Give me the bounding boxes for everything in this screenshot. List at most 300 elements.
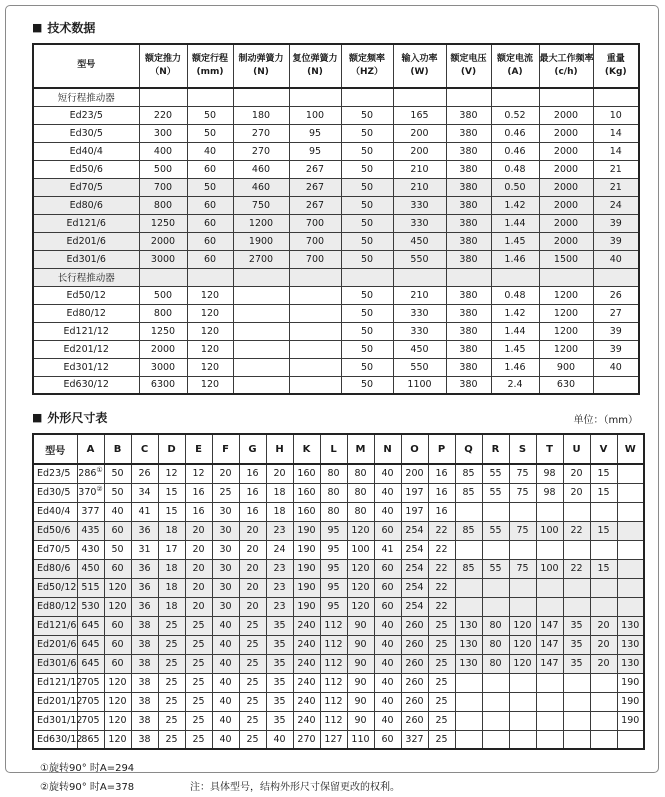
table-cell: 25 bbox=[185, 730, 212, 749]
table-cell: 25 bbox=[239, 711, 266, 730]
table-cell: 270 bbox=[293, 730, 320, 749]
table-cell bbox=[563, 540, 590, 559]
table-cell bbox=[536, 730, 563, 749]
table-cell: 30 bbox=[212, 502, 239, 521]
table-cell: 240 bbox=[293, 635, 320, 654]
table-cell: 120 bbox=[347, 559, 374, 578]
table-cell: 38 bbox=[131, 654, 158, 673]
table-cell: 25 bbox=[239, 673, 266, 692]
table-cell: 900 bbox=[539, 358, 593, 376]
model-cell: Ed40/4 bbox=[33, 502, 77, 521]
table-cell: 267 bbox=[289, 160, 341, 178]
table-cell: 40 bbox=[593, 250, 639, 268]
column-header: M bbox=[347, 434, 374, 464]
table-cell: 380 bbox=[446, 358, 491, 376]
model-cell: Ed301/6 bbox=[33, 250, 139, 268]
table-cell: 1250 bbox=[139, 214, 187, 232]
model-cell: Ed50/12 bbox=[33, 286, 139, 304]
table-cell: 26 bbox=[593, 286, 639, 304]
table-cell: 40 bbox=[593, 358, 639, 376]
table-cell: 260 bbox=[401, 654, 428, 673]
table-cell: 40 bbox=[212, 635, 239, 654]
table-cell: 60 bbox=[187, 160, 233, 178]
column-header: L bbox=[320, 434, 347, 464]
table-cell bbox=[393, 268, 446, 286]
column-header: B bbox=[104, 434, 131, 464]
table-cell: 17 bbox=[158, 540, 185, 559]
table-cell: 40 bbox=[374, 692, 401, 711]
table-cell: 370② bbox=[77, 483, 104, 502]
table-cell: 50 bbox=[341, 358, 393, 376]
table-cell: 25 bbox=[158, 673, 185, 692]
model-cell: Ed50/12 bbox=[33, 578, 77, 597]
table-cell: 1.44 bbox=[491, 214, 539, 232]
table-cell bbox=[455, 540, 482, 559]
table-row bbox=[33, 483, 644, 502]
footnote-2: ②旋转90° 时A=378 bbox=[40, 782, 135, 793]
section-row bbox=[33, 88, 639, 106]
table-cell: 40 bbox=[374, 635, 401, 654]
table-cell: 60 bbox=[187, 250, 233, 268]
table-cell: 240 bbox=[293, 673, 320, 692]
table-cell: 60 bbox=[104, 559, 131, 578]
table-cell: 0.48 bbox=[491, 286, 539, 304]
table-cell bbox=[187, 268, 233, 286]
table-cell: 35 bbox=[563, 654, 590, 673]
table-cell: 22 bbox=[428, 521, 455, 540]
table-cell: 34 bbox=[131, 483, 158, 502]
table-cell: 2000 bbox=[539, 214, 593, 232]
table-cell: 75 bbox=[509, 521, 536, 540]
table-row bbox=[33, 635, 644, 654]
table-cell: 39 bbox=[593, 322, 639, 340]
table-cell: 36 bbox=[131, 597, 158, 616]
table-cell: 210 bbox=[393, 160, 446, 178]
table-cell bbox=[289, 268, 341, 286]
table-cell bbox=[617, 540, 644, 559]
table-cell: 50 bbox=[104, 464, 131, 483]
table-cell: 120 bbox=[104, 692, 131, 711]
table-cell bbox=[289, 88, 341, 106]
table-cell: 40 bbox=[187, 142, 233, 160]
table-cell: 800 bbox=[139, 196, 187, 214]
footnote-line-2 bbox=[40, 778, 658, 797]
table-cell bbox=[617, 502, 644, 521]
table-cell: 3000 bbox=[139, 358, 187, 376]
table-cell: 20 bbox=[239, 559, 266, 578]
section-label: 短行程推动器 bbox=[33, 88, 139, 106]
table-row bbox=[33, 340, 639, 358]
table-cell: 120 bbox=[509, 654, 536, 673]
column-header: 额定电流 (A) bbox=[491, 44, 539, 88]
table-row bbox=[33, 196, 639, 214]
table-cell bbox=[289, 304, 341, 322]
table-cell: 1200 bbox=[539, 340, 593, 358]
table-cell: 380 bbox=[446, 304, 491, 322]
model-cell: Ed40/4 bbox=[33, 142, 139, 160]
table-cell: 36 bbox=[131, 521, 158, 540]
table-row bbox=[33, 597, 644, 616]
table-cell: 160 bbox=[293, 483, 320, 502]
table-cell: 30 bbox=[212, 578, 239, 597]
model-cell: Ed201/12 bbox=[33, 692, 77, 711]
table-cell: 80 bbox=[320, 502, 347, 521]
column-header: 型号 bbox=[33, 44, 139, 88]
table-cell: 110 bbox=[347, 730, 374, 749]
table-cell: 39 bbox=[593, 340, 639, 358]
table-cell bbox=[617, 483, 644, 502]
table-cell: 1.42 bbox=[491, 304, 539, 322]
table-cell: 30 bbox=[212, 597, 239, 616]
table-cell: 25 bbox=[158, 654, 185, 673]
table-cell: 50 bbox=[187, 124, 233, 142]
dimension-table bbox=[32, 433, 645, 750]
column-header: R bbox=[482, 434, 509, 464]
table-cell: 16 bbox=[239, 464, 266, 483]
table-cell bbox=[482, 502, 509, 521]
table-cell: 550 bbox=[393, 250, 446, 268]
table-cell: 380 bbox=[446, 214, 491, 232]
table-cell: 36 bbox=[131, 559, 158, 578]
column-header: 额定频率 （HZ） bbox=[341, 44, 393, 88]
table-cell: 55 bbox=[482, 464, 509, 483]
table-cell: 25 bbox=[428, 711, 455, 730]
table-cell: 286① bbox=[77, 464, 104, 483]
column-header: Q bbox=[455, 434, 482, 464]
table-cell bbox=[509, 673, 536, 692]
table-cell: 190 bbox=[293, 597, 320, 616]
table-cell: 1200 bbox=[539, 304, 593, 322]
model-cell: Ed201/12 bbox=[33, 340, 139, 358]
table-cell bbox=[233, 88, 289, 106]
table-cell: 6300 bbox=[139, 376, 187, 394]
table-cell: 38 bbox=[131, 711, 158, 730]
table-cell: 25 bbox=[185, 711, 212, 730]
table-cell: 18 bbox=[158, 597, 185, 616]
model-cell: Ed23/5 bbox=[33, 106, 139, 124]
table-cell: 1200 bbox=[539, 286, 593, 304]
table-cell: 25 bbox=[158, 730, 185, 749]
table-cell bbox=[491, 268, 539, 286]
table-cell bbox=[593, 376, 639, 394]
table-cell: 500 bbox=[139, 160, 187, 178]
table-cell bbox=[393, 88, 446, 106]
model-cell: Ed121/12 bbox=[33, 673, 77, 692]
table-cell: 40 bbox=[374, 711, 401, 730]
table-cell: 21 bbox=[593, 160, 639, 178]
table-cell: 40 bbox=[212, 711, 239, 730]
table-cell: 380 bbox=[446, 106, 491, 124]
table-cell: 30 bbox=[212, 559, 239, 578]
table-cell: 130 bbox=[455, 616, 482, 635]
table-cell bbox=[455, 597, 482, 616]
table-cell: 450 bbox=[393, 340, 446, 358]
tech-header-row bbox=[33, 44, 639, 88]
table-cell: 50 bbox=[187, 178, 233, 196]
table-cell: 25 bbox=[239, 692, 266, 711]
section-label: 长行程推动器 bbox=[33, 268, 139, 286]
table-row bbox=[33, 616, 644, 635]
table-cell: 20 bbox=[185, 521, 212, 540]
table-cell: 50 bbox=[104, 540, 131, 559]
table-cell: 20 bbox=[590, 654, 617, 673]
table-cell bbox=[563, 597, 590, 616]
table-cell: 380 bbox=[446, 232, 491, 250]
table-cell bbox=[536, 540, 563, 559]
dim-header-row bbox=[33, 434, 644, 464]
column-header: F bbox=[212, 434, 239, 464]
table-cell: 22 bbox=[428, 597, 455, 616]
table-cell bbox=[536, 711, 563, 730]
table-cell: 330 bbox=[393, 322, 446, 340]
table-cell bbox=[482, 540, 509, 559]
table-cell: 25 bbox=[428, 673, 455, 692]
model-cell: Ed201/6 bbox=[33, 232, 139, 250]
column-header: 额定行程 (mm) bbox=[187, 44, 233, 88]
table-cell: 14 bbox=[593, 142, 639, 160]
table-cell: 130 bbox=[617, 616, 644, 635]
table-cell: 130 bbox=[617, 654, 644, 673]
table-cell: 380 bbox=[446, 376, 491, 394]
table-cell: 18 bbox=[158, 578, 185, 597]
table-cell: 90 bbox=[347, 692, 374, 711]
table-row bbox=[33, 692, 644, 711]
table-cell bbox=[563, 692, 590, 711]
model-cell: Ed630/12 bbox=[33, 730, 77, 749]
table-cell bbox=[509, 711, 536, 730]
table-cell: 40 bbox=[266, 730, 293, 749]
table-cell: 20 bbox=[563, 464, 590, 483]
table-cell bbox=[617, 464, 644, 483]
table-cell: 267 bbox=[289, 196, 341, 214]
table-cell: 1.44 bbox=[491, 322, 539, 340]
table-cell: 20 bbox=[266, 464, 293, 483]
column-header: E bbox=[185, 434, 212, 464]
table-row bbox=[33, 559, 644, 578]
table-cell: 2000 bbox=[539, 178, 593, 196]
table-cell: 55 bbox=[482, 521, 509, 540]
table-cell: 38 bbox=[131, 730, 158, 749]
table-cell: 254 bbox=[401, 578, 428, 597]
table-cell bbox=[590, 597, 617, 616]
table-row bbox=[33, 214, 639, 232]
table-row bbox=[33, 730, 644, 749]
table-cell: 16 bbox=[428, 464, 455, 483]
table-cell: 22 bbox=[428, 578, 455, 597]
table-cell: 40 bbox=[104, 502, 131, 521]
table-cell: 377 bbox=[77, 502, 104, 521]
table-cell: 35 bbox=[266, 692, 293, 711]
table-cell: 50 bbox=[187, 106, 233, 124]
column-header: A bbox=[77, 434, 104, 464]
table-cell bbox=[233, 304, 289, 322]
table-row bbox=[33, 124, 639, 142]
table-cell: 130 bbox=[617, 635, 644, 654]
table-cell: 60 bbox=[187, 196, 233, 214]
table-cell: 0.48 bbox=[491, 160, 539, 178]
table-cell: 200 bbox=[393, 124, 446, 142]
table-cell: 18 bbox=[266, 483, 293, 502]
table-cell: 85 bbox=[455, 521, 482, 540]
table-cell: 50 bbox=[341, 124, 393, 142]
table-cell: 35 bbox=[266, 654, 293, 673]
table-cell: 120 bbox=[347, 597, 374, 616]
column-header: K bbox=[293, 434, 320, 464]
table-cell: 1500 bbox=[539, 250, 593, 268]
table-cell: 380 bbox=[446, 196, 491, 214]
table-cell bbox=[590, 540, 617, 559]
table-cell bbox=[509, 502, 536, 521]
table-cell: 120 bbox=[104, 730, 131, 749]
table-cell: 95 bbox=[320, 540, 347, 559]
table-cell bbox=[289, 340, 341, 358]
table-cell: 130 bbox=[455, 635, 482, 654]
table-cell: 1250 bbox=[139, 322, 187, 340]
table-cell: 240 bbox=[293, 654, 320, 673]
table-cell: 25 bbox=[239, 635, 266, 654]
table-cell: 112 bbox=[320, 692, 347, 711]
model-cell: Ed23/5 bbox=[33, 464, 77, 483]
table-cell: 0.52 bbox=[491, 106, 539, 124]
table-cell bbox=[617, 578, 644, 597]
table-cell: 460 bbox=[233, 178, 289, 196]
table-cell: 260 bbox=[401, 616, 428, 635]
model-cell: Ed30/5 bbox=[33, 483, 77, 502]
table-cell bbox=[539, 268, 593, 286]
table-cell: 30 bbox=[212, 540, 239, 559]
table-cell: 25 bbox=[158, 692, 185, 711]
model-cell: Ed121/6 bbox=[33, 214, 139, 232]
column-header: V bbox=[590, 434, 617, 464]
table-cell: 16 bbox=[185, 502, 212, 521]
table-row bbox=[33, 106, 639, 124]
model-cell: Ed301/12 bbox=[33, 711, 77, 730]
table-cell bbox=[509, 597, 536, 616]
table-cell: 23 bbox=[266, 578, 293, 597]
table-cell bbox=[536, 597, 563, 616]
footnote-marker: ① bbox=[96, 466, 103, 475]
table-cell: 20 bbox=[212, 464, 239, 483]
table-row bbox=[33, 304, 639, 322]
table-cell: 190 bbox=[617, 692, 644, 711]
table-cell: 160 bbox=[293, 502, 320, 521]
table-cell: 190 bbox=[293, 540, 320, 559]
table-cell bbox=[617, 521, 644, 540]
table-cell bbox=[482, 673, 509, 692]
table-cell: 40 bbox=[212, 673, 239, 692]
table-cell: 25 bbox=[212, 483, 239, 502]
model-cell: Ed80/6 bbox=[33, 196, 139, 214]
column-header: S bbox=[509, 434, 536, 464]
table-row bbox=[33, 142, 639, 160]
technical-data-table bbox=[32, 43, 640, 395]
table-cell: 200 bbox=[393, 142, 446, 160]
table-cell: 1.42 bbox=[491, 196, 539, 214]
table-cell: 15 bbox=[158, 502, 185, 521]
table-cell: 90 bbox=[347, 616, 374, 635]
table-cell: 35 bbox=[266, 635, 293, 654]
table-cell: 240 bbox=[293, 692, 320, 711]
table-cell: 400 bbox=[139, 142, 187, 160]
model-cell: Ed50/6 bbox=[33, 521, 77, 540]
table-cell: 515 bbox=[77, 578, 104, 597]
table-row bbox=[33, 673, 644, 692]
table-cell bbox=[509, 692, 536, 711]
table-cell: 380 bbox=[446, 142, 491, 160]
table-cell: 50 bbox=[341, 322, 393, 340]
table-cell bbox=[482, 597, 509, 616]
table-cell bbox=[593, 88, 639, 106]
table-cell: 40 bbox=[374, 483, 401, 502]
model-cell: Ed121/6 bbox=[33, 616, 77, 635]
table-cell: 380 bbox=[446, 160, 491, 178]
model-cell: Ed30/5 bbox=[33, 124, 139, 142]
table-cell: 435 bbox=[77, 521, 104, 540]
table-cell: 260 bbox=[401, 692, 428, 711]
table-cell: 22 bbox=[563, 559, 590, 578]
table-cell: 80 bbox=[347, 502, 374, 521]
column-header: T bbox=[536, 434, 563, 464]
table-cell bbox=[482, 711, 509, 730]
table-cell: 1200 bbox=[539, 322, 593, 340]
column-header: U bbox=[563, 434, 590, 464]
table-cell: 645 bbox=[77, 616, 104, 635]
table-cell: 25 bbox=[185, 635, 212, 654]
table-cell bbox=[139, 88, 187, 106]
table-cell bbox=[482, 730, 509, 749]
table-cell: 112 bbox=[320, 635, 347, 654]
table-cell: 700 bbox=[289, 232, 341, 250]
table-cell: 25 bbox=[428, 635, 455, 654]
table-cell bbox=[536, 673, 563, 692]
datasheet-page bbox=[5, 5, 659, 793]
table-cell bbox=[617, 597, 644, 616]
table-cell: 254 bbox=[401, 521, 428, 540]
table-cell bbox=[455, 673, 482, 692]
table-cell: 2000 bbox=[539, 232, 593, 250]
table-cell bbox=[455, 692, 482, 711]
table-cell bbox=[341, 268, 393, 286]
table-cell bbox=[233, 340, 289, 358]
column-header: 复位弹簧力 (N) bbox=[289, 44, 341, 88]
table-cell: 1.46 bbox=[491, 358, 539, 376]
table-cell: 25 bbox=[185, 692, 212, 711]
model-cell: Ed301/12 bbox=[33, 358, 139, 376]
table-cell: 147 bbox=[536, 654, 563, 673]
column-header: 型号 bbox=[33, 434, 77, 464]
table-cell: 38 bbox=[131, 635, 158, 654]
table-cell bbox=[509, 540, 536, 559]
table-cell: 90 bbox=[347, 673, 374, 692]
table-cell bbox=[590, 502, 617, 521]
table-cell: 100 bbox=[536, 521, 563, 540]
table-cell: 22 bbox=[428, 540, 455, 559]
table-cell bbox=[539, 88, 593, 106]
table-row bbox=[33, 540, 644, 559]
table-cell: 550 bbox=[393, 358, 446, 376]
table-cell: 20 bbox=[590, 635, 617, 654]
column-header: 制动弹簧力 (N) bbox=[233, 44, 289, 88]
column-header: 额定推力 （N） bbox=[139, 44, 187, 88]
table-cell: 20 bbox=[563, 483, 590, 502]
table-cell: 380 bbox=[446, 322, 491, 340]
square-bullet-icon: ■ bbox=[32, 411, 43, 424]
table-cell: 380 bbox=[446, 178, 491, 196]
table-cell: 2000 bbox=[539, 124, 593, 142]
table-cell: 1.46 bbox=[491, 250, 539, 268]
table-cell: 75 bbox=[509, 559, 536, 578]
column-header: 重量 (Kg) bbox=[593, 44, 639, 88]
